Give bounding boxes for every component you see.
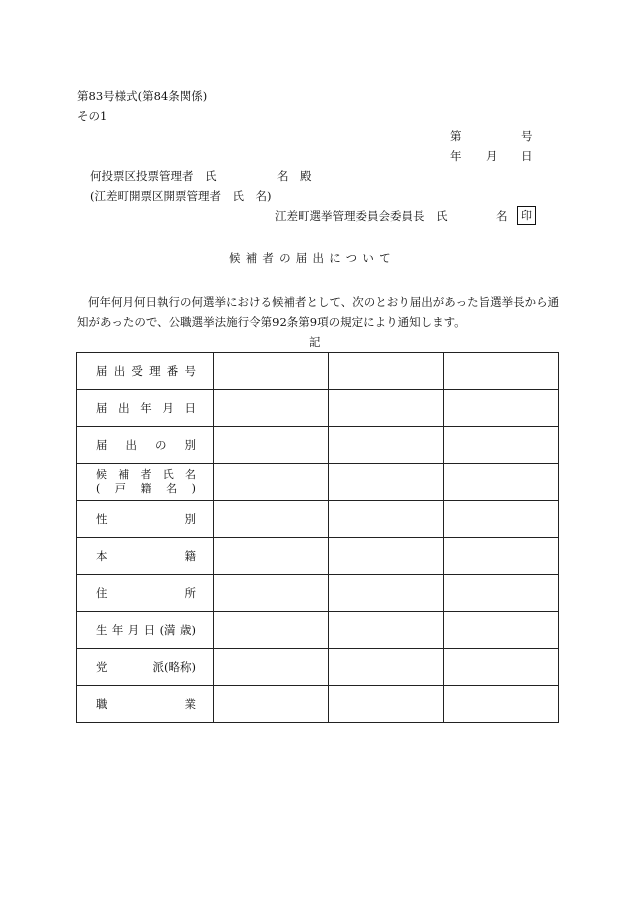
entry-cell[interactable] xyxy=(444,575,559,612)
row-label-char: 年 xyxy=(140,400,152,415)
entry-cell[interactable] xyxy=(329,649,444,686)
row-label-cell xyxy=(77,464,214,501)
table-row xyxy=(77,464,559,501)
notification-table xyxy=(76,352,559,723)
row-label-line xyxy=(77,512,213,526)
table-row xyxy=(77,612,559,649)
entry-cell[interactable] xyxy=(214,538,329,575)
row-label-char: 者 xyxy=(140,468,152,482)
row-label-line xyxy=(77,549,213,563)
row-label-char: 補 xyxy=(118,468,130,482)
entry-cell[interactable] xyxy=(329,575,444,612)
entry-cell[interactable] xyxy=(214,612,329,649)
row-label-cell xyxy=(77,501,214,538)
entry-cell[interactable] xyxy=(214,464,329,501)
row-label-char: 生 xyxy=(96,622,108,637)
row-label-char: 月 xyxy=(127,622,140,637)
row-label-char: 名 xyxy=(166,482,178,495)
row-label-cell xyxy=(77,686,214,723)
row-label-char: 業 xyxy=(184,696,196,711)
form-number: 第83号様式(第84条関係) xyxy=(77,89,208,103)
row-label-char: 届 xyxy=(96,437,108,452)
row-label-cell xyxy=(77,538,214,575)
addressee-line-1: 何投票区投票管理者 氏 xyxy=(90,169,217,183)
table-row xyxy=(77,427,559,464)
row-label-char: 日 xyxy=(184,400,196,415)
entry-cell[interactable] xyxy=(214,353,329,390)
row-label-line xyxy=(77,623,213,637)
row-label-char: 出 xyxy=(113,363,126,378)
row-label-cell xyxy=(77,390,214,427)
entry-cell[interactable] xyxy=(214,686,329,723)
entry-cell[interactable] xyxy=(329,464,444,501)
entry-cell[interactable] xyxy=(444,353,559,390)
row-label-cell xyxy=(77,649,214,686)
row-label-char: 籍 xyxy=(140,482,152,495)
entry-cell[interactable] xyxy=(214,649,329,686)
row-label-char: 号 xyxy=(184,363,196,378)
addressee-name-honorific: 名 殿 xyxy=(277,169,312,183)
entry-cell[interactable] xyxy=(214,501,329,538)
entry-cell[interactable] xyxy=(444,390,559,427)
document-number-suffix: 号 xyxy=(521,129,533,143)
row-label-line xyxy=(77,697,213,711)
row-label-char: 届 xyxy=(96,363,108,378)
row-label-char: 氏 xyxy=(162,468,174,482)
row-label-char: 日 xyxy=(143,622,156,637)
row-label-line xyxy=(77,660,213,674)
row-label-cell xyxy=(77,575,214,612)
row-label-cell xyxy=(77,612,214,649)
row-label-char: 性 xyxy=(96,511,108,526)
entry-cell[interactable] xyxy=(329,501,444,538)
sender-title: 江差町選挙管理委員会委員長 氏 xyxy=(275,209,448,223)
row-label-char: 名 xyxy=(185,468,196,482)
row-label-char: 別 xyxy=(184,511,196,526)
row-label-char: 歳) xyxy=(179,622,196,637)
seal-stamp-box: 印 xyxy=(517,206,536,225)
entry-cell[interactable] xyxy=(329,538,444,575)
date-day: 日 xyxy=(521,149,533,163)
table-row xyxy=(77,353,559,390)
table-row xyxy=(77,501,559,538)
entry-cell[interactable] xyxy=(444,464,559,501)
table-row xyxy=(77,649,559,686)
row-label-char: 所 xyxy=(184,585,196,600)
entry-cell[interactable] xyxy=(214,575,329,612)
row-label-cell xyxy=(77,353,214,390)
document-title: 候補者の届出について xyxy=(229,251,396,265)
entry-cell[interactable] xyxy=(214,427,329,464)
document-body: 何年何月何日執行の何選挙における候補者として、次のとおり届出があった旨選挙長から通知があったので、公職選挙法施行令第92条第9項の規定により通知します。 xyxy=(77,295,560,329)
row-label-char: 籍 xyxy=(184,548,196,563)
date-year: 年 xyxy=(450,149,462,163)
date-month: 月 xyxy=(486,149,498,163)
table-row xyxy=(77,390,559,427)
row-label-char: 理 xyxy=(149,363,161,378)
row-label-char: 出 xyxy=(118,400,130,415)
form-part: その1 xyxy=(77,109,108,123)
row-label-line xyxy=(77,586,213,600)
record-label: 記 xyxy=(309,335,321,349)
row-label-char: 戸 xyxy=(114,482,126,495)
row-label-char: (満 xyxy=(159,622,176,637)
entry-cell[interactable] xyxy=(444,427,559,464)
row-label-char: 出 xyxy=(125,437,137,452)
document-number-label: 第 xyxy=(450,129,462,143)
row-label-char: 本 xyxy=(96,548,108,563)
row-label-char: 月 xyxy=(162,400,174,415)
row-label-char: 職 xyxy=(96,696,108,711)
row-label-char: ) xyxy=(191,482,196,495)
row-label-line xyxy=(77,468,213,482)
entry-cell[interactable] xyxy=(444,612,559,649)
entry-cell[interactable] xyxy=(329,686,444,723)
table-row xyxy=(77,575,559,612)
table-row xyxy=(77,686,559,723)
row-label-char: の xyxy=(155,437,167,452)
entry-cell[interactable] xyxy=(329,427,444,464)
entry-cell[interactable] xyxy=(329,353,444,390)
row-label-cell xyxy=(77,427,214,464)
row-label-char: 候 xyxy=(96,468,107,482)
entry-cell[interactable] xyxy=(214,390,329,427)
entry-cell[interactable] xyxy=(444,686,559,723)
entry-cell[interactable] xyxy=(329,390,444,427)
row-label-char: ( xyxy=(96,482,101,495)
row-label-char: 党 xyxy=(96,659,108,674)
row-label-char: 別 xyxy=(184,437,196,452)
sender-name-label: 名 xyxy=(496,209,508,223)
entry-cell[interactable] xyxy=(329,612,444,649)
row-label-char: 受 xyxy=(131,363,143,378)
row-label-char: 派(略称) xyxy=(152,659,196,674)
row-label-char: 番 xyxy=(166,363,179,378)
row-label-line xyxy=(77,482,213,496)
row-label-line xyxy=(77,364,213,378)
table-row xyxy=(77,538,559,575)
row-label-char: 住 xyxy=(96,585,108,600)
row-label-line xyxy=(77,401,213,415)
row-label-line xyxy=(77,438,213,452)
entry-cell[interactable] xyxy=(444,649,559,686)
entry-cell[interactable] xyxy=(444,538,559,575)
addressee-line-2: (江差町開票区開票管理者 氏 名) xyxy=(90,189,272,203)
row-label-char: 年 xyxy=(111,622,124,637)
row-label-char: 届 xyxy=(96,400,108,415)
entry-cell[interactable] xyxy=(444,501,559,538)
